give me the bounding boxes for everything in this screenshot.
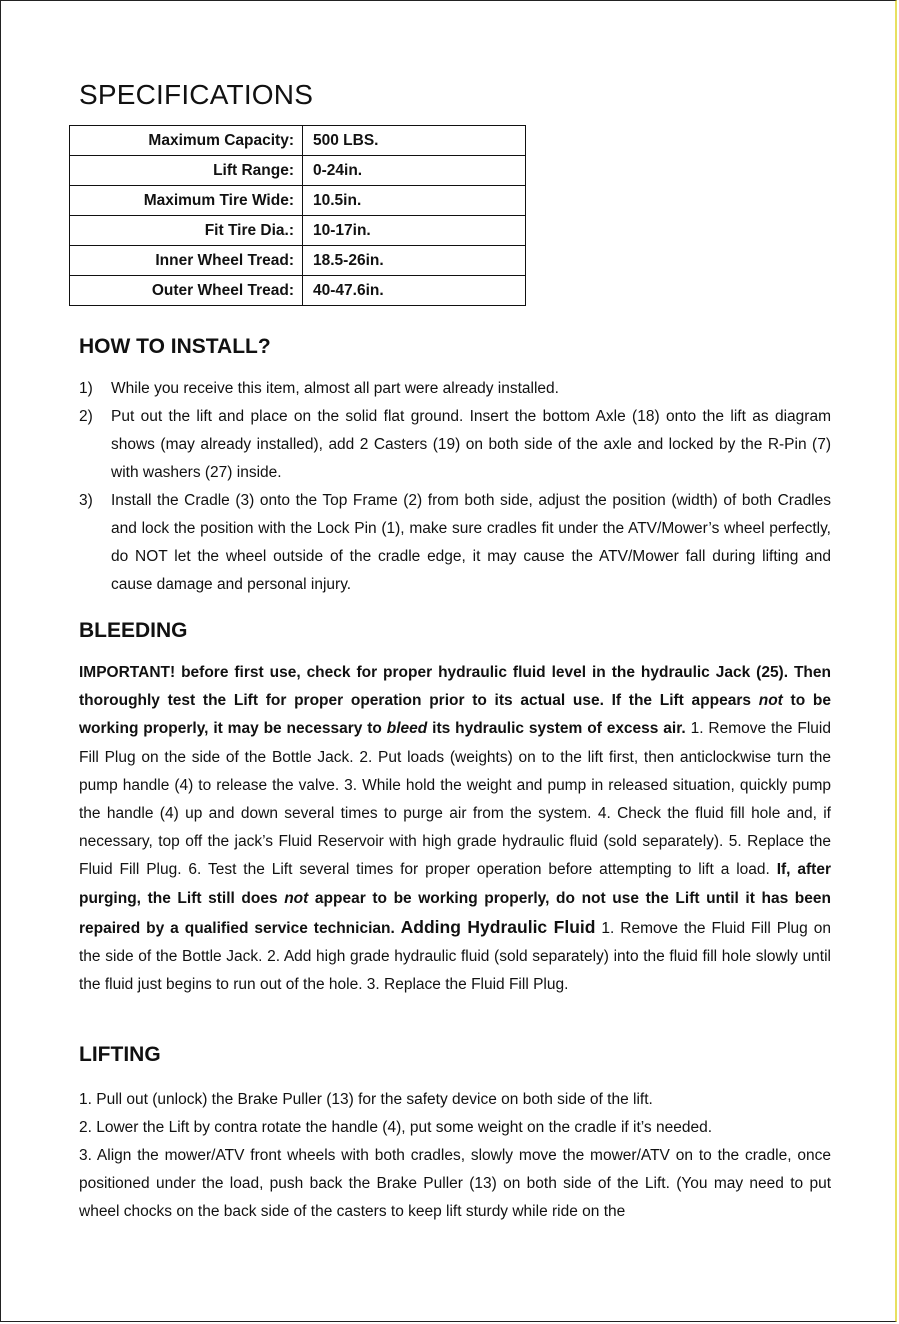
spec-value: 18.5-26in. [303, 246, 526, 276]
list-item [79, 375, 831, 403]
step-text: Put out the lift and place on the solid flat ground. Insert the bottom Axle (18) onto the lift as diagram shows (may already installed), add 2 Casters (19) on both side of the axle and locked by the R-Pin (7) with washers (27) inside. [111, 408, 831, 481]
step-number: 1) [79, 380, 93, 397]
list-item [79, 403, 831, 487]
step-text: Install the Cradle (3) onto the Top Frame (2) from both side, adjust the position (width) of both Cradles and lock the position with the Lock Pin (1), make sure cradles fit under the ATV/Mower’s wheel perfectly, do NOT let the wheel outside of the cradle edge, it may cause the ATV/Mower fall during lifting and cause damage and personal injury. [111, 492, 831, 593]
spec-label: Lift Range: [70, 156, 303, 186]
spec-row [70, 156, 526, 186]
step-number: 3) [79, 492, 93, 509]
warning-emphasis: bleed [386, 720, 428, 738]
spec-row [70, 216, 526, 246]
specifications-table [69, 125, 526, 306]
step-text: While you receive this item, almost all part were already installed. [111, 380, 559, 397]
warning-emphasis: not [758, 692, 783, 710]
spec-row [70, 186, 526, 216]
adding-fluid-title: Adding Hydraulic Fluid [394, 916, 596, 937]
warning-text: appear to be working properly, do not use the Lift until it has been repaired by a qualified service technician. [79, 889, 831, 937]
spec-value: 10.5in. [303, 186, 526, 216]
step-number: 2) [79, 408, 93, 425]
list-item: 1. Pull out (unlock) the Brake Puller (13) for the safety device on both side of the lift. [79, 1091, 653, 1108]
warning-emphasis: not [284, 889, 309, 907]
list-item [79, 487, 831, 599]
spec-value: 500 LBS. [303, 126, 526, 156]
spec-label: Inner Wheel Tread: [70, 246, 303, 276]
bleeding-heading: BLEEDING [79, 619, 188, 642]
spec-label: Maximum Capacity: [70, 126, 303, 156]
spec-value: 0-24in. [303, 156, 526, 186]
spec-value: 40-47.6in. [303, 276, 526, 306]
spec-value: 10-17in. [303, 216, 526, 246]
spec-label: Maximum Tire Wide: [70, 186, 303, 216]
spec-label: Outer Wheel Tread: [70, 276, 303, 306]
warning-text: If, after purging, the Lift still does [79, 861, 831, 907]
spec-row [70, 246, 526, 276]
bleeding-steps: 1. Remove the Fluid Fill Plug on the side of the Bottle Jack. 2. Put loads (weights) on to the lift first, then anticlockwise turn the pump handle (4) to release the valve. 3. While hold the weight and pump in released situation, quickly pump the handle (4) up and down several times to purge air from the system. 4. Check the fluid fill hole and, if necessary, top off the jack’s Fluid Reservoir with high grade hydraulic fluid (sold separately). 5. Replace the Fluid Fill Plug. 6. Test the Lift several times for proper operation before attempting to lift a load. [79, 720, 831, 879]
spec-row [70, 126, 526, 156]
list-item: 2. Lower the Lift by contra rotate the handle (4), put some weight on the cradle if it’s needed. [79, 1119, 713, 1136]
spec-row [70, 276, 526, 306]
warning-text: IMPORTANT! before first use, check for proper hydraulic fluid level in the hydraulic Jack (25). Then thoroughly test the Lift for proper operation prior to its actual use. If the Lift appears [79, 664, 831, 710]
spec-label: Fit Tire Dia.: [70, 216, 303, 246]
adding-fluid-steps: 1. Remove the Fluid Fill Plug on the side of the Bottle Jack. 2. Add high grade hydraulic fluid (sold separately) into the fluid fill hole slowly until the fluid just begins to run out of the hole. 3. Replace the Fluid Fill Plug. [79, 919, 831, 994]
warning-text: its hydraulic system of excess air. [427, 720, 686, 738]
install-heading: HOW TO INSTALL? [79, 335, 271, 358]
warning-text: to be working properly, it may be necessary to [79, 692, 831, 738]
list-item: 3. Align the mower/ATV front wheels with both cradles, slowly move the mower/ATV on to the cradle, once positioned under the load, push back the Brake Puller (13) on both side of the Lift. (You may need to put wheel chocks on the back side of the casters to keep lift sturdy while ride on the [79, 1147, 831, 1220]
lifting-heading: LIFTING [79, 1043, 161, 1066]
specifications-heading: SPECIFICATIONS [79, 79, 314, 110]
lifting-steps [79, 1086, 831, 1226]
bleeding-paragraph [79, 659, 831, 999]
install-steps [79, 375, 831, 599]
